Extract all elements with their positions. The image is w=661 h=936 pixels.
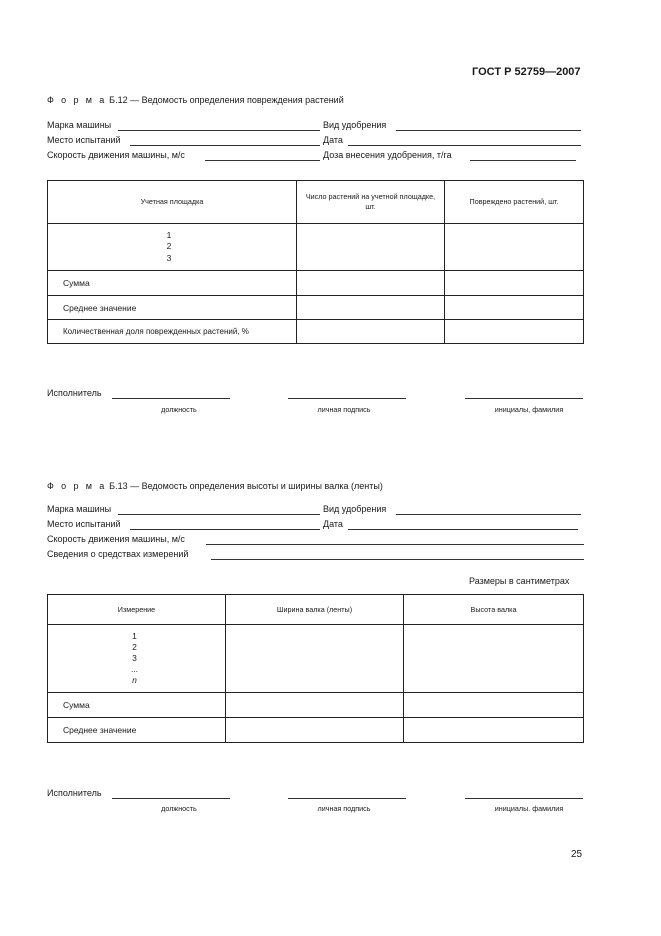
form13-machine-brand-label: Марка машины — [47, 504, 112, 514]
form12-test-site-line[interactable] — [130, 145, 320, 146]
form13-test-site-label: Место испытаний — [47, 519, 121, 529]
form13-table — [47, 594, 584, 743]
form12-machine-brand-label: Марка машины — [47, 120, 112, 130]
row-number: 3 — [132, 653, 137, 663]
table-cell[interactable] — [445, 296, 584, 320]
table-row — [48, 271, 584, 296]
form12-position-line[interactable] — [112, 398, 230, 399]
form12-fertilizer-line[interactable] — [396, 130, 581, 131]
table-cell[interactable] — [445, 271, 584, 296]
form12-dose-label: Доза внесения удобрения, т/га — [323, 150, 452, 160]
row-number: n — [132, 675, 137, 685]
table-cell[interactable] — [226, 693, 404, 718]
row-sum-label: Сумма — [48, 271, 297, 296]
table-cell[interactable] — [445, 224, 584, 271]
table-cell[interactable] — [297, 224, 445, 271]
standard-number: ГОСТ Р 52759—2007 — [472, 66, 581, 78]
row-numbers-cell — [48, 625, 226, 693]
table-row — [48, 224, 584, 271]
row-number: 2 — [166, 241, 172, 252]
table-header-row — [48, 595, 584, 625]
form13-date-label: Дата — [323, 519, 343, 529]
form13-executor-label: Исполнитель — [47, 788, 102, 798]
row-mean-label: Среднее значение — [48, 296, 297, 320]
header-damaged: Повреждено растений, шт. — [445, 181, 584, 224]
form13-signature-caption: личная подпись — [317, 804, 371, 813]
header-plants-count: Число растений на учетной площадке, шт. — [297, 181, 445, 224]
table-cell[interactable] — [297, 320, 445, 344]
form13-position-caption: должность — [161, 804, 197, 813]
form12-executor-label: Исполнитель — [47, 388, 102, 398]
table-cell[interactable] — [297, 296, 445, 320]
form12-fertilizer-label: Вид удобрения — [323, 120, 387, 130]
table-cell[interactable] — [404, 718, 584, 743]
header-width: Ширина валка (ленты) — [226, 595, 404, 625]
table-cell[interactable] — [226, 718, 404, 743]
form12-table — [47, 180, 584, 344]
form13-title-text: Б.13 — Ведомость определения высоты и ширины валка (ленты) — [109, 481, 383, 491]
table-row — [48, 693, 584, 718]
form12-name-line[interactable] — [465, 398, 583, 399]
form12-title-text: Б.12 — Ведомость определения повреждения растений — [109, 95, 344, 105]
header-plot: Учетная площадка — [48, 181, 297, 224]
form13-speed-line[interactable] — [206, 544, 584, 545]
row-number: 2 — [132, 642, 137, 652]
row-mean-label: Среднее значение — [48, 718, 226, 743]
table-cell[interactable] — [297, 271, 445, 296]
form13-name-caption: инициалы. фамилия — [494, 804, 564, 813]
form13-form-word: Ф о р м а — [47, 481, 107, 491]
row-number: ... — [130, 664, 139, 674]
form12-name-caption: инициалы, фамилия — [494, 405, 564, 414]
row-number: 3 — [166, 252, 172, 263]
table-header-row — [48, 181, 584, 224]
form12-speed-label: Скорость движения машины, м/с — [47, 150, 185, 160]
form12-form-word: Ф о р м а — [47, 95, 107, 105]
form12-machine-brand-line[interactable] — [118, 130, 320, 131]
form12-title — [47, 95, 344, 105]
header-measurement: Измерение — [48, 595, 226, 625]
header-height: Высота валка — [404, 595, 584, 625]
form13-date-line[interactable] — [348, 529, 578, 530]
row-number: 1 — [166, 229, 172, 240]
form12-test-site-label: Место испытаний — [47, 135, 121, 145]
table-row — [48, 296, 584, 320]
form13-fertilizer-label: Вид удобрения — [323, 504, 387, 514]
table-row — [48, 718, 584, 743]
form12-position-caption: должность — [161, 405, 197, 414]
form13-instruments-label: Сведения о средствах измерений — [47, 549, 189, 559]
form12-date-line[interactable] — [348, 145, 581, 146]
form13-instruments-line[interactable] — [211, 559, 584, 560]
row-sum-label: Сумма — [48, 693, 226, 718]
form13-fertilizer-line[interactable] — [396, 514, 581, 515]
form13-speed-label: Скорость движения машины, м/с — [47, 534, 185, 544]
form13-signature-line[interactable] — [288, 798, 406, 799]
form12-dose-line[interactable] — [470, 160, 576, 161]
table-row — [48, 320, 584, 344]
form13-machine-brand-line[interactable] — [118, 514, 320, 515]
page-number: 25 — [571, 849, 583, 860]
table-row — [48, 625, 584, 693]
table-cell[interactable] — [445, 320, 584, 344]
units-note: Размеры в сантиметрах — [469, 576, 570, 586]
form12-speed-line[interactable] — [205, 160, 320, 161]
form13-test-site-line[interactable] — [130, 529, 320, 530]
form12-signature-line[interactable] — [288, 398, 406, 399]
form12-date-label: Дата — [323, 135, 343, 145]
form13-title — [47, 481, 383, 491]
table-cell[interactable] — [226, 625, 404, 693]
table-cell[interactable] — [404, 625, 584, 693]
form13-position-line[interactable] — [112, 798, 230, 799]
row-share-label: Количественная доля поврежденных растений, % — [48, 320, 297, 344]
form13-name-line[interactable] — [465, 798, 583, 799]
row-number: 1 — [132, 631, 137, 641]
row-numbers-cell — [48, 224, 297, 271]
form12-signature-caption: личная подпись — [317, 405, 371, 414]
table-cell[interactable] — [404, 693, 584, 718]
